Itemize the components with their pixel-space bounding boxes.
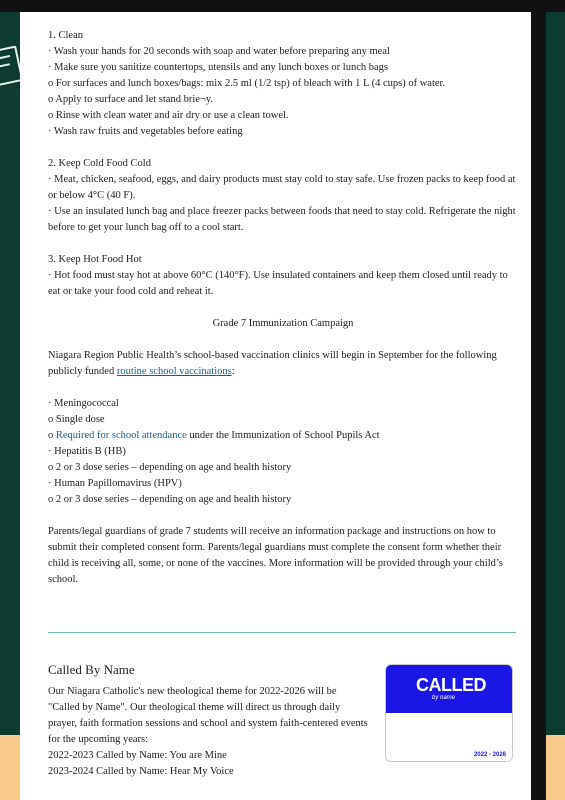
right-background <box>531 12 565 800</box>
called-by-name-text: Our Niagara Catholic's new theological theme for 2022-2026 will be "Called by Name". Our theological theme will direct us through daily prayer, faith formation sessions and school and system faith-centered events for the upcoming years: <box>48 686 368 745</box>
cold-heading: 2. Keep Cold Food Cold <box>48 158 151 169</box>
logo-wordmark: CALLED <box>416 675 486 695</box>
left-accent-band <box>0 735 20 800</box>
top-border <box>0 0 565 12</box>
theme-year-line: 2022-2023 Called by Name: You are Mine <box>48 750 227 761</box>
clean-heading: 1. Clean <box>48 30 83 41</box>
parents-paragraph: Parents/legal guardians of grade 7 students will receive an information package and instructions on how to submit their completed consent form. Parents/legal guardians must complete the consent form whether their child is receiving all, some, or none of the vaccines. More information will be provided through your child’s school. <box>48 526 503 585</box>
vaccine-list-item: · Human Papillomavirus (HPV) <box>48 478 182 489</box>
theme-year-line: 2023-2024 Called by Name: Hear My Voice <box>48 766 234 777</box>
hot-heading: 3. Keep Hot Food Hot <box>48 254 142 265</box>
called-by-name-body <box>48 684 368 780</box>
right-scroll-border <box>531 12 546 800</box>
vaccine-list-item <box>48 428 518 444</box>
required-attendance-link[interactable]: Required for school attendance <box>55 430 187 441</box>
newsletter-content <box>48 28 518 588</box>
list-bullet: o <box>48 430 56 441</box>
vaccine-list-item: · Hepatitis B (HB) <box>48 446 126 457</box>
clean-line: o Rinse with clean water and air dry or use a clean towel. <box>48 110 289 121</box>
clean-line: o For surfaces and lunch boxes/bags: mix 2.5 ml (1/2 tsp) of bleach with 1 L (4 cups) of water. <box>48 78 446 89</box>
right-accent-band <box>546 735 565 800</box>
hot-paragraph: · Hot food must stay hot at above 60°C (140°F). Use insulated containers and keep them closed until ready to eat or take your food cold and reheat it. <box>48 270 508 297</box>
list-text: under the Immunization of School Pupils Act <box>186 430 380 441</box>
immunization-title: Grade 7 Immunization Campaign <box>212 318 354 329</box>
newsletter-card <box>20 12 531 800</box>
cold-paragraph: · Meat, chicken, seafood, eggs, and dairy products must stay cold to stay safe. Use frozen packs to keep food at or below 4°C (40 F). <box>48 174 516 201</box>
vaccine-list-item: o Single dose <box>48 414 105 425</box>
clean-line: · Wash your hands for 20 seconds with soap and water before preparing any meal <box>48 46 390 57</box>
left-background <box>0 12 20 800</box>
clean-line: o Apply to surface and let stand brie¬y. <box>48 94 214 105</box>
immunization-intro <box>48 348 518 380</box>
intro-text: Niagara Region Public Health’s school-based vaccination clinics will begin in September for the following publicly funded <box>48 350 497 377</box>
section-divider <box>48 632 516 633</box>
intro-colon: : <box>231 366 235 377</box>
routine-vaccinations-link[interactable]: routine school vaccinations <box>116 366 232 377</box>
logo-year: 2022 - 2026 <box>473 752 506 758</box>
logo-subtext: by name <box>432 695 456 701</box>
vaccine-list-item: o 2 or 3 dose series – depending on age and health history <box>48 462 292 473</box>
clean-line: · Wash raw fruits and vegetables before eating <box>48 126 243 137</box>
clean-line: · Make sure you sanitize countertops, utensils and any lunch boxes or lunch bags <box>48 62 389 73</box>
called-by-name-logo <box>385 664 513 762</box>
called-by-name-title: Called By Name <box>48 662 135 677</box>
vaccine-list-item: · Meningococcal <box>48 398 119 409</box>
cold-paragraph: · Use an insulated lunch bag and place freezer packs between foods that need to stay cold. Refrigerate the night before to get your lunch bag off to a cool start. <box>48 206 516 233</box>
vaccine-list-item: o 2 or 3 dose series – depending on age and health history <box>48 494 292 505</box>
